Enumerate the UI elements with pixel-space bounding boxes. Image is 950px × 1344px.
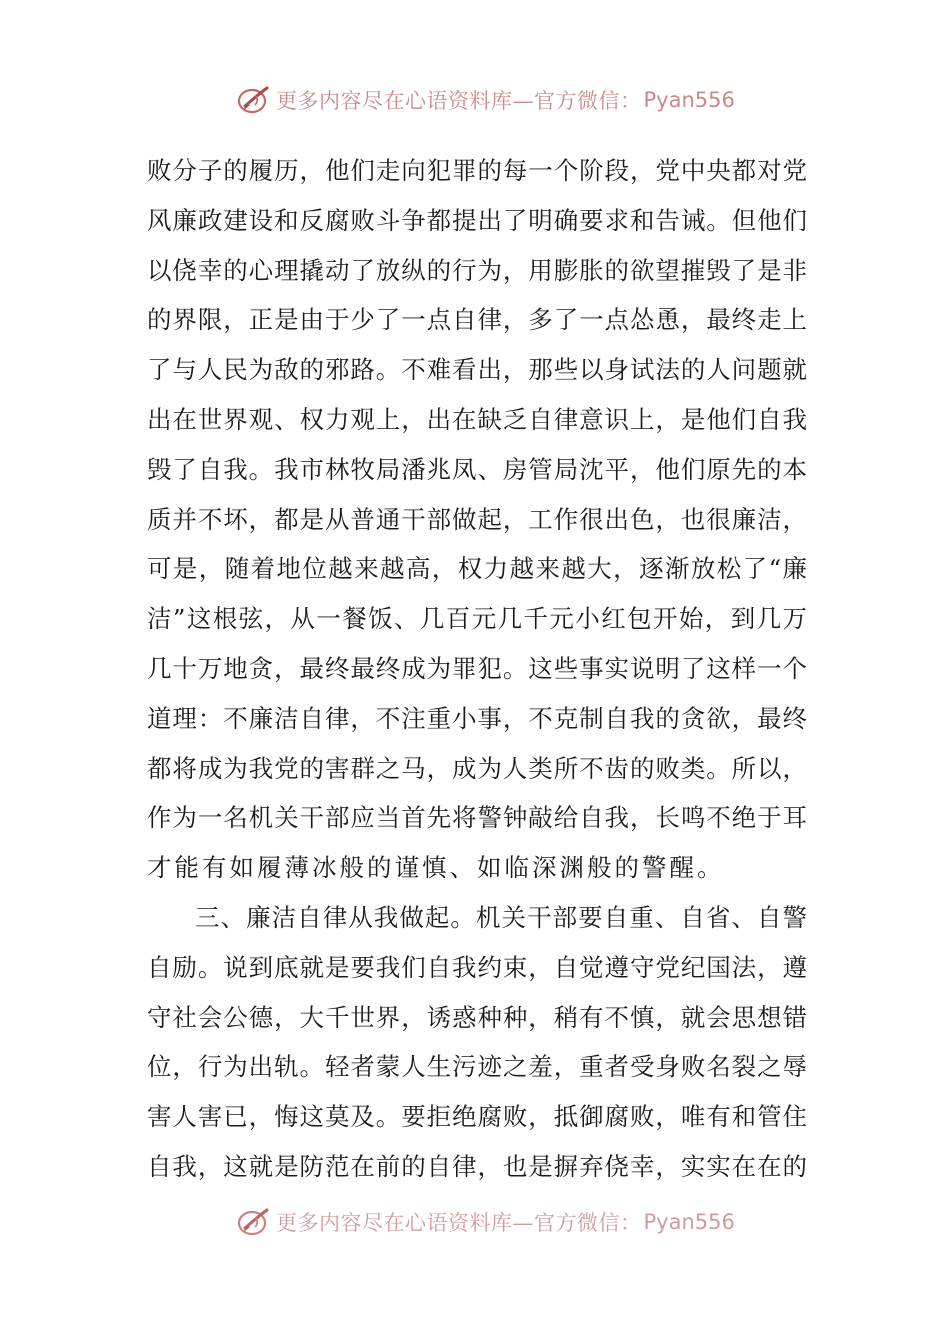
text-line: 几十万地贪，最终最终成为罪犯。这些事实说明了这样一个 xyxy=(147,653,807,683)
text-line: 害人害已，悔这莫及。要拒绝腐败，抵御腐败，唯有和管住 xyxy=(147,1102,807,1132)
text-line: 位，行为出轨。轻者蒙人生污迹之羞，重者受身败名裂之辱 xyxy=(147,1052,807,1082)
pen-logo-icon xyxy=(236,1206,272,1238)
text-line: 毁了自我。我市林牧局潘兆凤、房管局沈平，他们原先的本 xyxy=(147,454,807,484)
text-line: 以侥幸的心理撬动了放纵的行为，用膨胀的欲望摧毁了是非 xyxy=(147,255,807,285)
text-line: 洁”这根弦，从一餐饭、几百元几千元小红包开始，到几万 xyxy=(147,604,807,634)
text-line: 了与人民为敌的邪路。不难看出，那些以身试法的人问题就 xyxy=(147,355,807,385)
text-line: 出在世界观、权力观上，出在缺乏自律意识上，是他们自我 xyxy=(147,404,807,434)
text-line: 自我，这就是防范在前的自律，也是摒弃侥幸，实实在在的 xyxy=(147,1151,807,1181)
text-line: 可是，随着地位越来越高，权力越来越大，逐渐放松了“廉 xyxy=(147,554,807,584)
text-line: 守社会公德，大千世界，诱惑种种，稍有不慎，就会思想错 xyxy=(147,1002,807,1032)
text-line: 道理：不廉洁自律，不注重小事，不克制自我的贪欲，最终 xyxy=(147,703,807,733)
text-line: 都将成为我党的害群之马，成为人类所不齿的败类。所以， xyxy=(147,753,807,783)
watermark-text: 更多内容尽在心语资料库—官方微信： xyxy=(276,1211,642,1235)
watermark-wechat-id: Pyan556 xyxy=(643,1210,735,1234)
header-watermark xyxy=(236,84,735,116)
text-line: 败分子的履历，他们走向犯罪的每一个阶段，党中央都对党 xyxy=(147,156,807,185)
document-body xyxy=(147,146,807,1192)
watermark-wechat-id: Pyan556 xyxy=(643,88,735,112)
pen-logo-icon xyxy=(236,84,272,116)
text-line: 才能有如履薄冰般的谨慎、如临深渊般的警醒。 xyxy=(147,853,725,883)
watermark-text: 更多内容尽在心语资料库—官方微信： xyxy=(276,89,642,113)
text-line: 的界限，正是由于少了一点自律，多了一点怂恿，最终走上 xyxy=(147,305,807,335)
text-line: 自励。说到底就是要我们自我约束，自觉遵守党纪国法，遵 xyxy=(147,952,807,982)
text-line: 风廉政建设和反腐败斗争都提出了明确要求和告诫。但他们 xyxy=(147,205,807,235)
text-line: 作为一名机关干部应当首先将警钟敲给自我，长鸣不绝于耳 xyxy=(147,803,807,833)
section-heading-line: 三、廉洁自律从我做起。机关干部要自重、自省、自警 xyxy=(195,902,807,932)
footer-watermark xyxy=(236,1206,735,1238)
text-line: 质并不坏，都是从普通干部做起，工作很出色，也很廉洁， xyxy=(147,504,807,534)
